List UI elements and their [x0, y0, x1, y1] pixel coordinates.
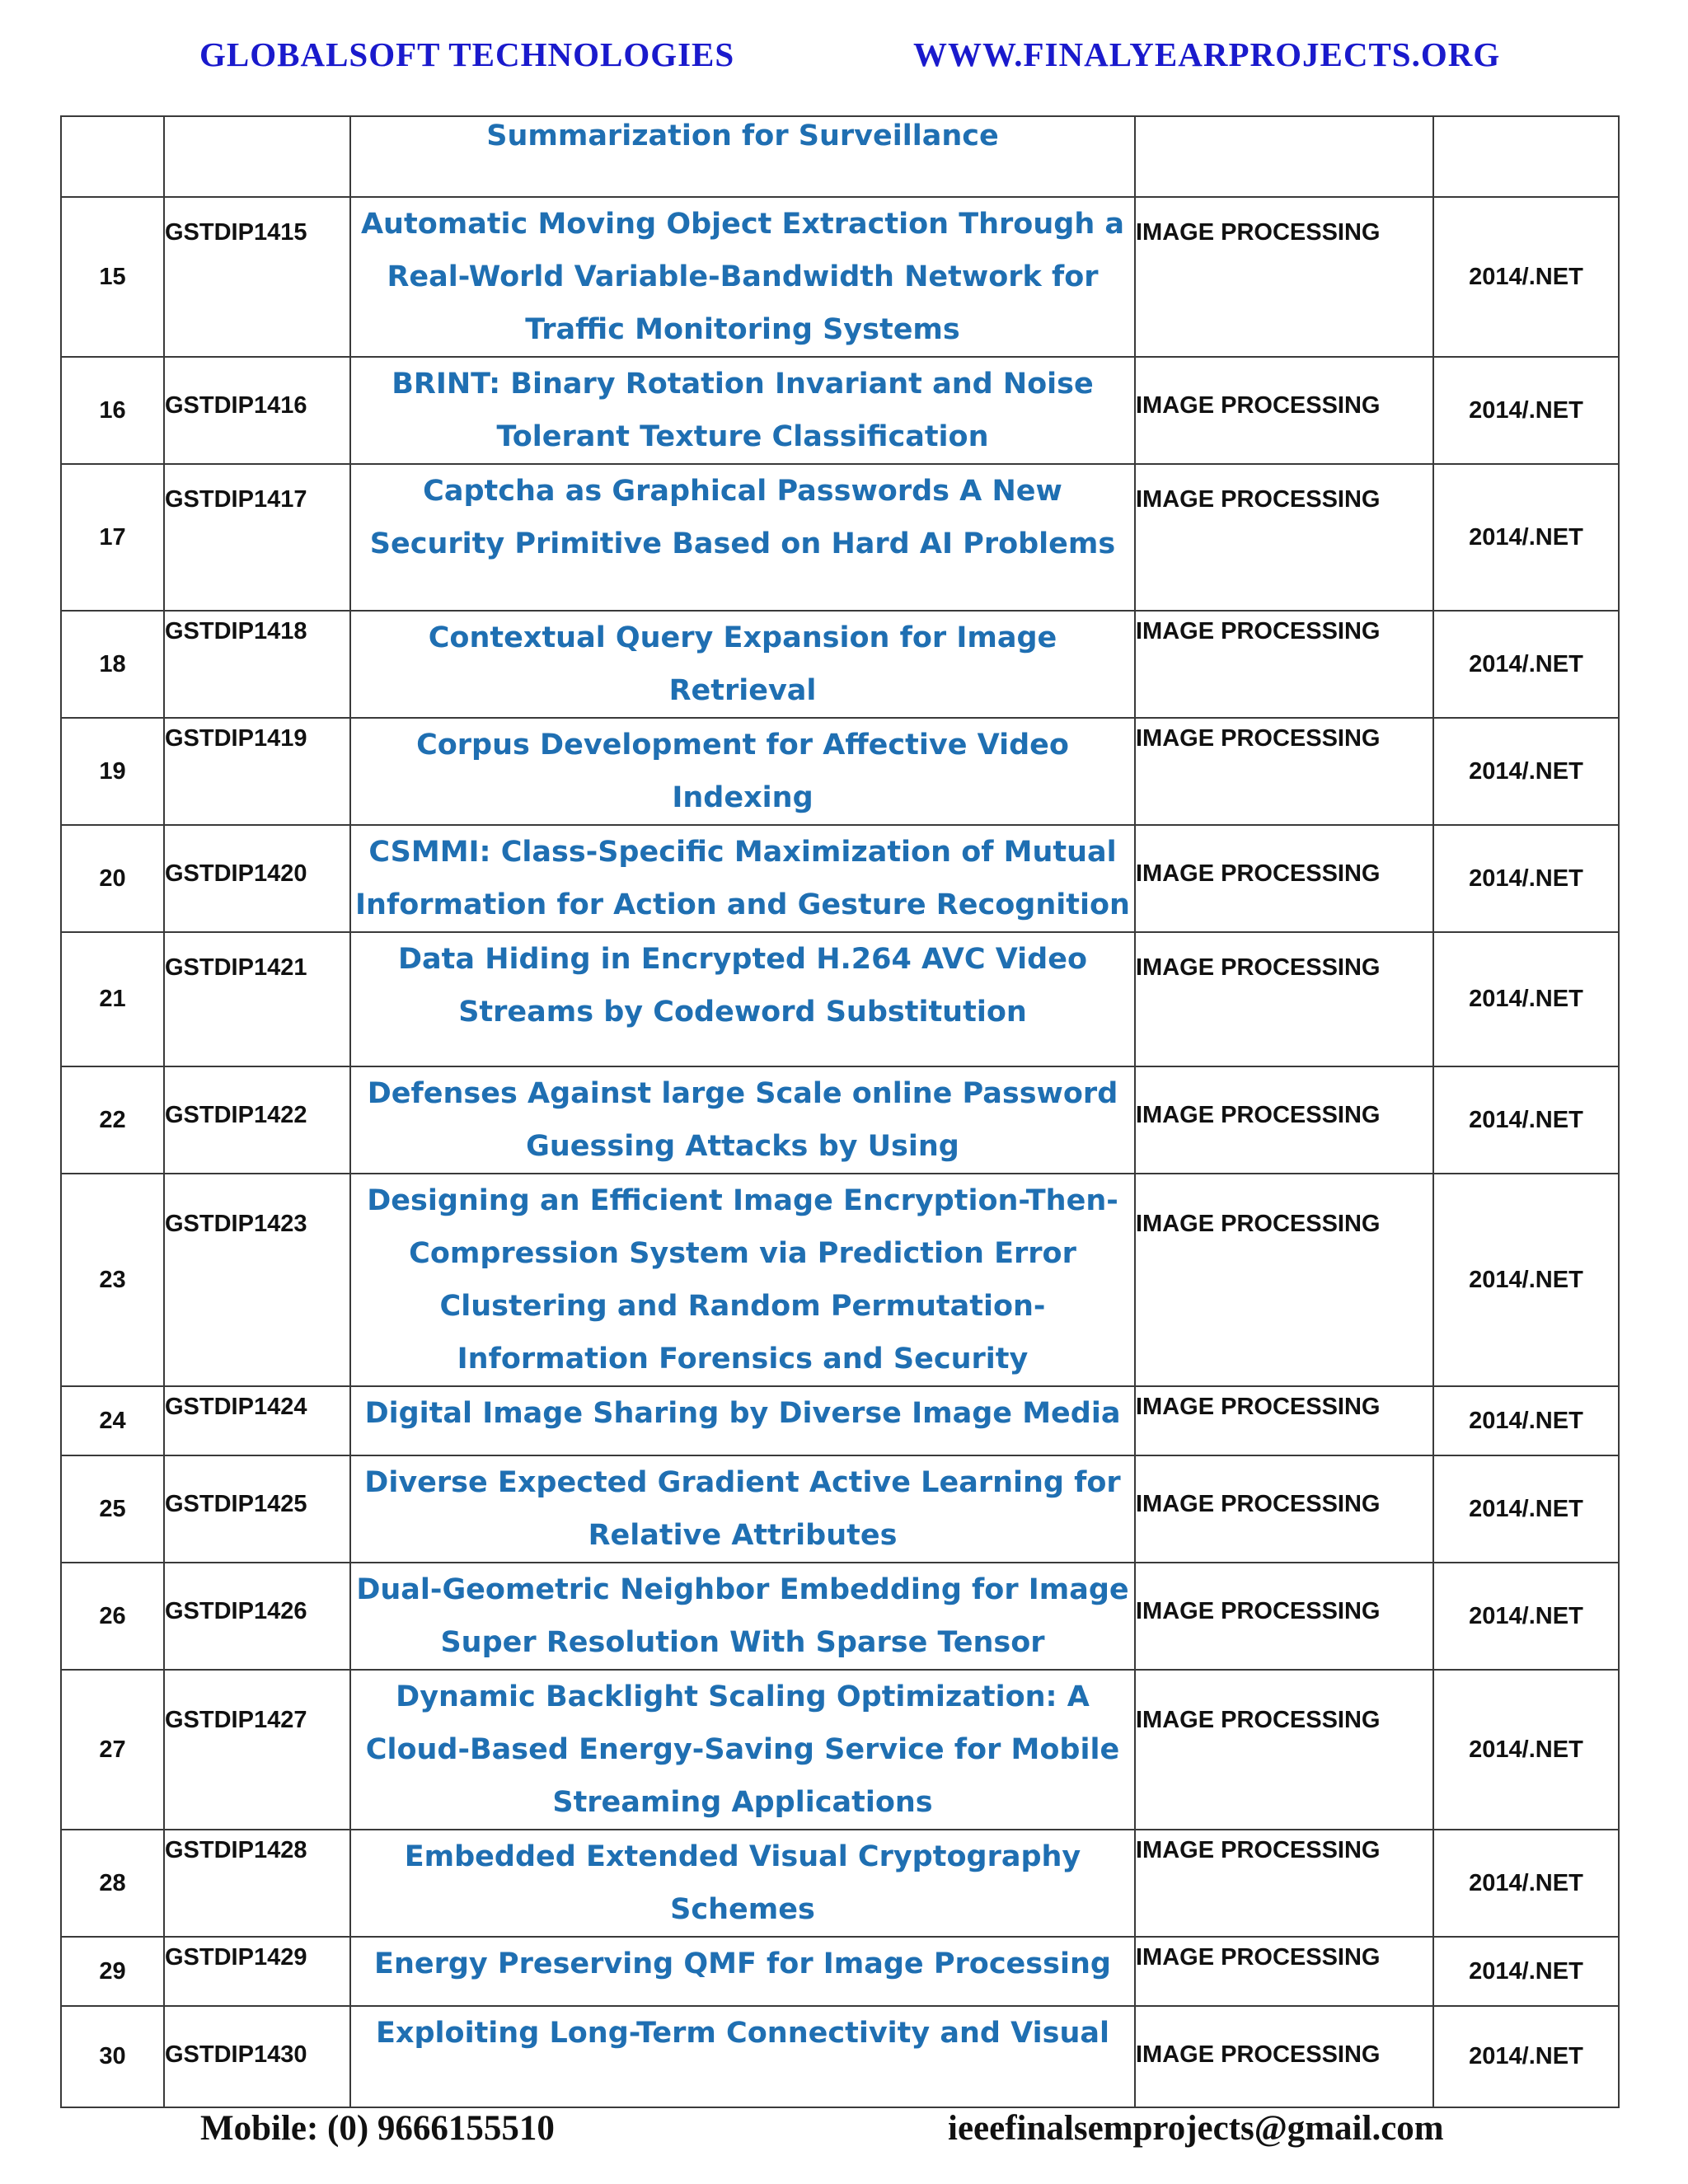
year-cell: 2014/.NET — [1433, 1066, 1619, 1174]
year-cell: 2014/.NET — [1433, 1563, 1619, 1670]
project-title-cell: Captcha as Graphical Passwords A New Security Primitive Based on Hard AI Problems — [350, 464, 1135, 611]
project-code-cell — [164, 2006, 350, 2107]
domain-cell — [1135, 1830, 1433, 1937]
project-code: GSTDIP1428 — [165, 1837, 307, 1863]
serial-number-cell: 25 — [61, 1455, 164, 1563]
project-code-cell — [164, 1937, 350, 2006]
domain-cell — [1135, 116, 1433, 197]
project-title-cell: Corpus Development for Affective Video Indexing — [350, 718, 1135, 825]
project-code-cell — [164, 1455, 350, 1563]
project-title-cell: Contextual Query Expansion for Image Retrieval — [350, 611, 1135, 718]
project-code-cell — [164, 464, 350, 611]
domain-text: IMAGE PROCESSING — [1136, 219, 1381, 246]
table-row — [61, 357, 1619, 464]
year-cell: 2014/.NET — [1433, 611, 1619, 718]
domain-text: IMAGE PROCESSING — [1136, 2041, 1381, 2068]
project-code-cell — [164, 718, 350, 825]
project-code: GSTDIP1417 — [165, 486, 307, 513]
domain-cell — [1135, 932, 1433, 1066]
project-code: GSTDIP1427 — [165, 1707, 307, 1733]
project-code-cell — [164, 116, 350, 197]
project-code-cell — [164, 357, 350, 464]
domain-cell — [1135, 718, 1433, 825]
table-row — [61, 718, 1619, 825]
table-row — [61, 1174, 1619, 1386]
project-title-cell: Energy Preserving QMF for Image Processing — [350, 1937, 1135, 2006]
table-row — [61, 932, 1619, 1066]
domain-cell — [1135, 1455, 1433, 1563]
year-cell: 2014/.NET — [1433, 1830, 1619, 1937]
table-row — [61, 2006, 1619, 2107]
project-title-cell: BRINT: Binary Rotation Invariant and Noise Tolerant Texture Classification — [350, 357, 1135, 464]
page-header — [0, 35, 1688, 84]
project-code-cell — [164, 611, 350, 718]
project-code-cell — [164, 1174, 350, 1386]
serial-number-cell: 17 — [61, 464, 164, 611]
year-cell: 2014/.NET — [1433, 464, 1619, 611]
project-title-cell: Diverse Expected Gradient Active Learning for Relative Attributes — [350, 1455, 1135, 1563]
project-title-cell: Defenses Against large Scale online Password Guessing Attacks by Using — [350, 1066, 1135, 1174]
project-title-cell: Exploiting Long-Term Connectivity and Visual — [350, 2006, 1135, 2107]
project-code-cell — [164, 1066, 350, 1174]
domain-cell — [1135, 2006, 1433, 2107]
table-row — [61, 1386, 1619, 1455]
domain-text: IMAGE PROCESSING — [1136, 1491, 1381, 1517]
year-cell: 2014/.NET — [1433, 825, 1619, 932]
project-code-cell — [164, 1386, 350, 1455]
domain-cell — [1135, 197, 1433, 357]
table-row — [61, 611, 1619, 718]
project-code: GSTDIP1421 — [165, 954, 307, 981]
domain-cell — [1135, 1386, 1433, 1455]
page-footer — [0, 2108, 1688, 2158]
website-url[interactable]: WWW.FINALYEARPROJECTS.ORG — [913, 35, 1501, 73]
project-code-cell — [164, 825, 350, 932]
project-code: GSTDIP1416 — [165, 392, 307, 419]
domain-text: IMAGE PROCESSING — [1136, 1598, 1381, 1624]
domain-cell — [1135, 357, 1433, 464]
domain-cell — [1135, 464, 1433, 611]
table-row — [61, 1563, 1619, 1670]
table-row — [61, 1455, 1619, 1563]
domain-text: IMAGE PROCESSING — [1136, 1102, 1381, 1128]
project-code-cell — [164, 1670, 350, 1830]
project-code: GSTDIP1430 — [165, 2041, 307, 2068]
year-cell: 2014/.NET — [1433, 932, 1619, 1066]
domain-text: IMAGE PROCESSING — [1136, 486, 1381, 513]
mobile-number: Mobile: (0) 9666155510 — [200, 2109, 555, 2148]
project-code: GSTDIP1425 — [165, 1491, 307, 1517]
serial-number-cell: 22 — [61, 1066, 164, 1174]
domain-text: IMAGE PROCESSING — [1136, 954, 1381, 981]
project-code: GSTDIP1419 — [165, 725, 307, 752]
domain-cell — [1135, 1563, 1433, 1670]
domain-cell — [1135, 611, 1433, 718]
project-title-cell: Designing an Efficient Image Encryption-Then-Compression System via Prediction Error Clustering and Random Permutation- Information Forensics and Security — [350, 1174, 1135, 1386]
table-row — [61, 1066, 1619, 1174]
project-code: GSTDIP1426 — [165, 1598, 307, 1624]
domain-cell — [1135, 1937, 1433, 2006]
table-row — [61, 116, 1619, 197]
project-code: GSTDIP1422 — [165, 1102, 307, 1128]
serial-number-cell: 23 — [61, 1174, 164, 1386]
year-cell: 2014/.NET — [1433, 1386, 1619, 1455]
project-code-cell — [164, 197, 350, 357]
project-title-cell: Dual-Geometric Neighbor Embedding for Image Super Resolution With Sparse Tensor — [350, 1563, 1135, 1670]
domain-text: IMAGE PROCESSING — [1136, 1707, 1381, 1733]
serial-number-cell: 20 — [61, 825, 164, 932]
domain-text: IMAGE PROCESSING — [1136, 618, 1381, 644]
serial-number-cell: 24 — [61, 1386, 164, 1455]
year-cell: 2014/.NET — [1433, 2006, 1619, 2107]
project-title-cell: Dynamic Backlight Scaling Optimization: A Cloud-Based Energy-Saving Service for Mobile Streaming Applications — [350, 1670, 1135, 1830]
year-cell: 2014/.NET — [1433, 1937, 1619, 2006]
year-cell: 2014/.NET — [1433, 1455, 1619, 1563]
project-title-cell: CSMMI: Class-Specific Maximization of Mutual Information for Action and Gesture Recognition — [350, 825, 1135, 932]
project-code: GSTDIP1418 — [165, 618, 307, 644]
domain-cell — [1135, 1670, 1433, 1830]
domain-text: IMAGE PROCESSING — [1136, 860, 1381, 887]
table-row — [61, 1670, 1619, 1830]
year-cell: 2014/.NET — [1433, 1174, 1619, 1386]
serial-number-cell: 30 — [61, 2006, 164, 2107]
project-code: GSTDIP1420 — [165, 860, 307, 887]
year-cell: 2014/.NET — [1433, 718, 1619, 825]
table-row — [61, 825, 1619, 932]
year-cell: 2014/.NET — [1433, 1670, 1619, 1830]
project-code-cell — [164, 1830, 350, 1937]
serial-number-cell: 21 — [61, 932, 164, 1066]
serial-number-cell: 27 — [61, 1670, 164, 1830]
domain-text: IMAGE PROCESSING — [1136, 725, 1381, 752]
year-cell — [1433, 116, 1619, 197]
project-title-cell: Data Hiding in Encrypted H.264 AVC Video Streams by Codeword Substitution — [350, 932, 1135, 1066]
domain-text: IMAGE PROCESSING — [1136, 1394, 1381, 1420]
project-title-cell: Summarization for Surveillance — [350, 116, 1135, 197]
company-name: GLOBALSOFT TECHNOLOGIES — [199, 35, 735, 73]
serial-number-cell: 15 — [61, 197, 164, 357]
project-code: GSTDIP1423 — [165, 1211, 307, 1237]
domain-cell — [1135, 825, 1433, 932]
serial-number-cell: 28 — [61, 1830, 164, 1937]
project-code-cell — [164, 932, 350, 1066]
project-title-cell: Automatic Moving Object Extraction Through a Real-World Variable-Bandwidth Network for Traffic Monitoring Systems — [350, 197, 1135, 357]
project-code: GSTDIP1429 — [165, 1944, 307, 1971]
serial-number-cell: 29 — [61, 1937, 164, 2006]
project-code: GSTDIP1424 — [165, 1394, 307, 1420]
project-title-cell: Embedded Extended Visual Cryptography Schemes — [350, 1830, 1135, 1937]
contact-email[interactable]: ieeefinalsemprojects@gmail.com — [948, 2109, 1444, 2148]
serial-number-cell — [61, 116, 164, 197]
domain-text: IMAGE PROCESSING — [1136, 392, 1381, 419]
table-row — [61, 197, 1619, 357]
project-code-cell — [164, 1563, 350, 1670]
domain-cell — [1135, 1174, 1433, 1386]
year-cell: 2014/.NET — [1433, 357, 1619, 464]
project-code: GSTDIP1415 — [165, 219, 307, 246]
domain-cell — [1135, 1066, 1433, 1174]
projects-table — [60, 115, 1620, 2108]
year-cell: 2014/.NET — [1433, 197, 1619, 357]
table-row — [61, 1937, 1619, 2006]
domain-text: IMAGE PROCESSING — [1136, 1944, 1381, 1971]
serial-number-cell: 18 — [61, 611, 164, 718]
table-row — [61, 1830, 1619, 1937]
serial-number-cell: 26 — [61, 1563, 164, 1670]
domain-text: IMAGE PROCESSING — [1136, 1211, 1381, 1237]
project-title-cell: Digital Image Sharing by Diverse Image Media — [350, 1386, 1135, 1455]
serial-number-cell: 16 — [61, 357, 164, 464]
table-row — [61, 464, 1619, 611]
domain-text: IMAGE PROCESSING — [1136, 1837, 1381, 1863]
serial-number-cell: 19 — [61, 718, 164, 825]
